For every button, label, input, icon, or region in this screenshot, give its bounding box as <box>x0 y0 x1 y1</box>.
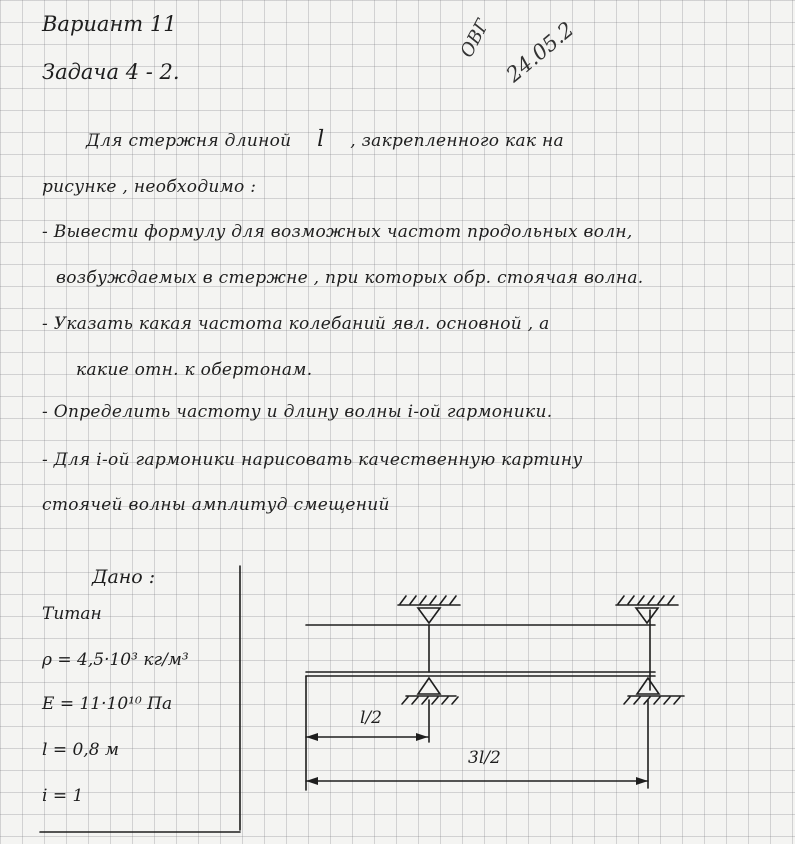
given-material: Титан <box>42 604 102 624</box>
task-item-1a: - Вывести формулу для возможных частот продольных волн, <box>42 222 633 242</box>
given-length: l = 0,8 м <box>42 740 120 760</box>
task-intro-part1: Для стержня длиной <box>86 131 292 151</box>
task-item-2b: какие отн. к обертонам. <box>76 360 313 380</box>
signature-initials: ОВГ <box>456 15 494 62</box>
bottom-support-right <box>637 678 659 694</box>
given-youngs-modulus: E = 11·10¹⁰ Па <box>42 694 173 714</box>
problem-label: Задача 4 - 2. <box>42 60 180 84</box>
given-harmonic: i = 1 <box>42 786 84 806</box>
task-intro-part2: , закрепленного как на <box>350 131 564 151</box>
top-support-right <box>636 608 658 623</box>
signature-date: 24.05.2 <box>501 17 579 87</box>
length-symbol: l <box>317 127 325 152</box>
variant-label: Вариант 11 <box>42 12 177 36</box>
task-item-3: - Определить частоту и длину волны i-ой гармоники. <box>42 402 553 422</box>
task-item-4b: стоячей волны амплитуд смещений <box>42 495 390 515</box>
dim-label-half: l/2 <box>360 708 382 728</box>
given-density: ρ = 4,5·10³ кг/м³ <box>42 650 189 670</box>
top-support-left <box>418 608 440 623</box>
task-intro-line2: рисунке , необходимо : <box>42 177 257 197</box>
given-title: Дано : <box>92 566 156 588</box>
task-item-4a: - Для i-ой гармоники нарисовать качественную картину <box>42 450 583 470</box>
bottom-support-left <box>418 678 440 694</box>
dim-label-total: 3l/2 <box>468 748 501 768</box>
task-item-2a: - Указать какая частота колебаний явл. основной , а <box>42 314 550 334</box>
task-item-1b: возбуждаемых в стержне , при которых обр. стоячая волна. <box>56 268 644 288</box>
